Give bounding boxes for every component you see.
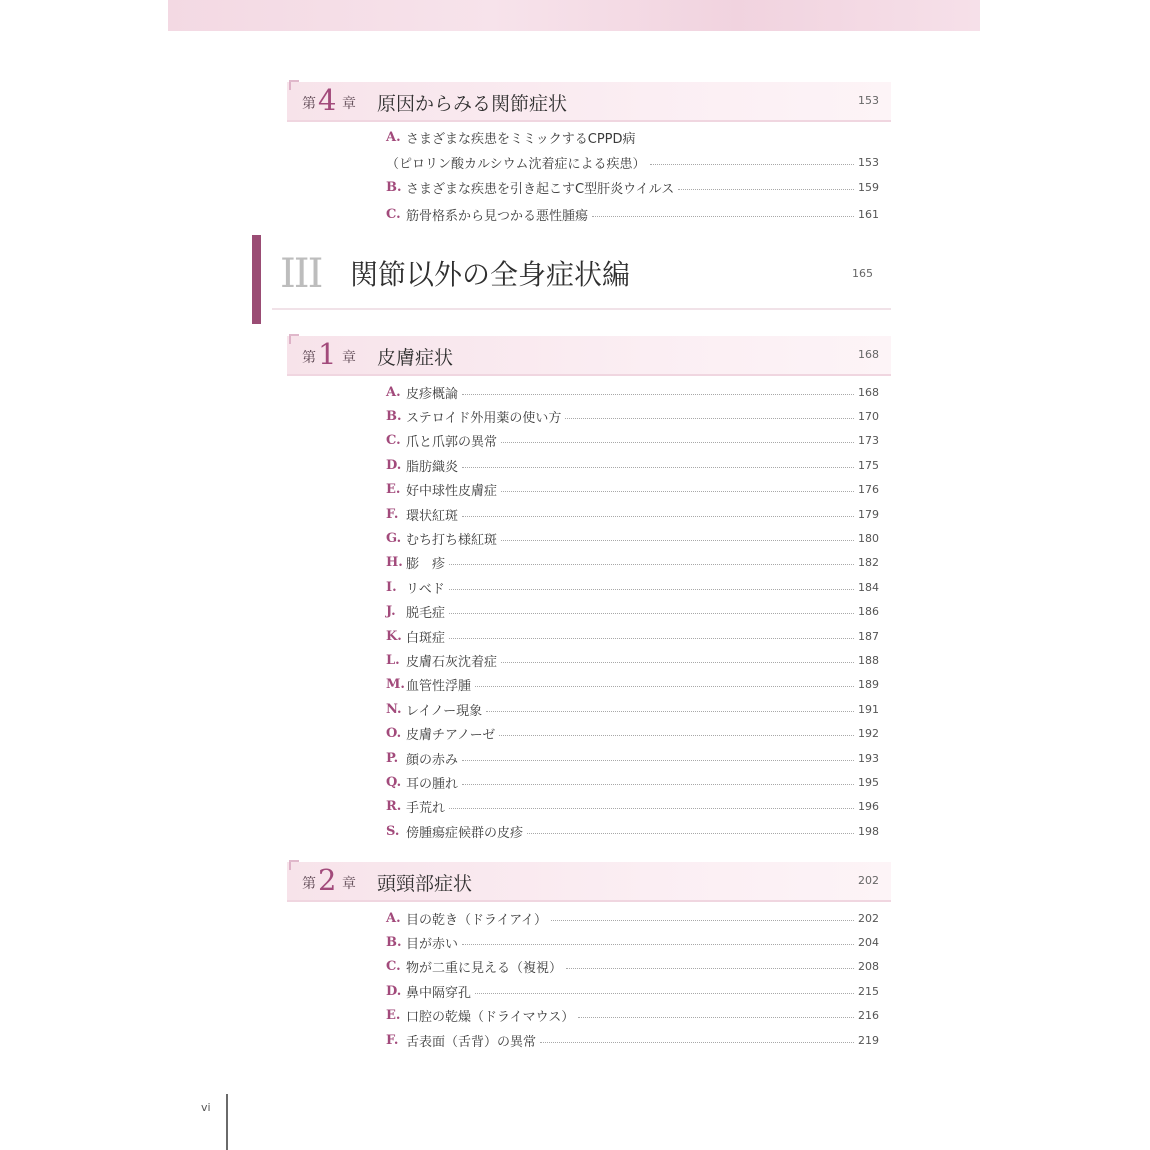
leader-dots xyxy=(462,467,854,468)
entry-title: 白斑症 xyxy=(406,630,446,646)
entry-title: さまざまな疾患を引き起こすC型肝炎ウイルス xyxy=(406,181,675,197)
entry-page: 188 xyxy=(858,653,879,667)
chapter-prefix: 第 xyxy=(302,876,316,892)
entry-page: 192 xyxy=(858,727,879,741)
entry-letter: E. xyxy=(386,1008,401,1024)
corner-mark-icon xyxy=(289,334,299,344)
entry-letter: E. xyxy=(386,482,401,498)
entry-page: 195 xyxy=(858,775,879,789)
entry-letter: P. xyxy=(386,750,399,766)
toc-entry[interactable] xyxy=(386,479,879,501)
entry-page: 215 xyxy=(858,984,879,998)
entry-title: 口腔の乾燥（ドライマウス） xyxy=(406,1010,575,1026)
chapter-suffix: 章 xyxy=(342,350,356,366)
entry-page: 208 xyxy=(858,960,879,974)
entry-letter: A. xyxy=(386,910,401,926)
entry-title: 物が二重に見える（複視） xyxy=(406,961,563,977)
chapter-title: 原因からみる関節症状 xyxy=(377,93,568,115)
toc-entry[interactable] xyxy=(386,980,879,1002)
entry-page: 186 xyxy=(858,605,879,619)
corner-mark-icon xyxy=(289,860,299,870)
chapter-title: 皮膚症状 xyxy=(377,347,454,369)
entry-title: 筋骨格系から見つかる悪性腫瘍 xyxy=(406,208,589,224)
toc-entry[interactable] xyxy=(386,747,879,769)
entry-page: 184 xyxy=(858,580,879,594)
entry-letter: I. xyxy=(386,579,397,595)
entry-title: 顔の赤み xyxy=(406,752,459,768)
chapter-suffix: 章 xyxy=(342,96,356,112)
leader-dots xyxy=(462,784,854,785)
entry-letter: B. xyxy=(386,179,402,195)
leader-dots xyxy=(501,540,854,541)
entry-page: 182 xyxy=(858,556,879,570)
entry-letter: D. xyxy=(386,457,402,473)
entry-title: 目の乾き（ドライアイ） xyxy=(406,912,548,928)
toc-entry[interactable] xyxy=(386,576,879,598)
entry-letter: C. xyxy=(386,433,401,449)
leader-dots xyxy=(566,968,854,969)
entry-page: 189 xyxy=(858,678,879,692)
entry-title: 皮膚石灰沈着症 xyxy=(406,654,498,670)
leader-dots xyxy=(449,638,854,639)
entry-letter: F. xyxy=(386,506,399,522)
entry-page: 159 xyxy=(858,180,879,194)
leader-dots xyxy=(499,735,854,736)
toc-entry[interactable] xyxy=(386,203,879,225)
entry-title: むち打ち様紅斑 xyxy=(406,532,498,548)
entry-page: 204 xyxy=(858,935,879,949)
toc-entry[interactable] xyxy=(386,601,879,623)
entry-letter: L. xyxy=(386,652,400,668)
entry-title: 脱毛症 xyxy=(406,606,446,622)
chapter-page: 202 xyxy=(858,874,879,887)
chapter-page: 168 xyxy=(858,348,879,361)
entry-letter: K. xyxy=(386,628,402,644)
toc-entry[interactable] xyxy=(386,381,879,403)
leader-dots xyxy=(501,662,854,663)
entry-letter: N. xyxy=(386,701,402,717)
entry-page: 191 xyxy=(858,702,879,716)
entry-letter: S. xyxy=(386,823,400,839)
leader-dots xyxy=(527,833,854,834)
toc-entry[interactable] xyxy=(386,527,879,549)
toc-entry[interactable] xyxy=(386,503,879,525)
entry-title: 血管性浮腫 xyxy=(406,679,472,695)
entry-letter: J. xyxy=(386,604,396,620)
entry-title: ステロイド外用薬の使い方 xyxy=(406,410,562,426)
entry-page: 219 xyxy=(858,1033,879,1047)
part-number: III xyxy=(280,251,322,297)
chapter-suffix: 章 xyxy=(342,876,356,892)
leader-dots xyxy=(501,491,854,492)
part-accent-bar xyxy=(252,235,261,324)
part-divider xyxy=(272,308,891,310)
entry-letter: Q. xyxy=(386,774,402,790)
entry-title: 皮膚チアノーゼ xyxy=(406,728,496,744)
entry-page: 193 xyxy=(858,751,879,765)
entry-letter: A. xyxy=(386,384,401,400)
chapter-4-header[interactable] xyxy=(287,82,891,122)
entry-page: 196 xyxy=(858,800,879,814)
entry-letter: B. xyxy=(386,408,402,424)
entry-page: 216 xyxy=(858,1009,879,1023)
entry-page: 175 xyxy=(858,458,879,472)
leader-dots xyxy=(565,418,854,419)
chapter-number: 4 xyxy=(318,83,337,117)
toc-entry[interactable] xyxy=(386,820,879,842)
entry-letter: D. xyxy=(386,983,402,999)
toc-entry[interactable] xyxy=(386,723,879,745)
chapter-1-header[interactable] xyxy=(287,336,891,376)
entry-title: 目が赤い xyxy=(406,936,459,952)
entry-page: 179 xyxy=(858,507,879,521)
entry-title: 傍腫瘍症候群の皮疹 xyxy=(406,825,524,841)
entry-letter: R. xyxy=(386,799,402,815)
entry-letter: M. xyxy=(386,677,405,693)
entry-title: レイノー現象 xyxy=(406,703,483,719)
part-title[interactable]: 関節以外の全身症状編 xyxy=(350,258,631,291)
toc-entry[interactable] xyxy=(386,126,879,148)
entry-title: さまざまな疾患をミミックするCPPD病 xyxy=(406,131,636,147)
chapter-2-header[interactable] xyxy=(287,862,891,902)
toc-entry-continuation[interactable] xyxy=(386,151,879,173)
entry-title: 環状紅斑 xyxy=(406,508,459,524)
entry-page: 153 xyxy=(858,155,879,169)
entry-letter: C. xyxy=(386,206,401,222)
entry-page: 198 xyxy=(858,824,879,838)
toc-entry[interactable] xyxy=(386,430,879,452)
toc-entry[interactable] xyxy=(386,674,879,696)
top-decorative-band xyxy=(168,0,980,31)
chapter-prefix: 第 xyxy=(302,96,316,112)
leader-dots xyxy=(449,613,854,614)
leader-dots xyxy=(475,993,854,994)
entry-letter: A. xyxy=(386,129,401,145)
footer-rule xyxy=(226,1094,228,1150)
page-number: vi xyxy=(201,1101,211,1114)
toc-entry[interactable] xyxy=(386,796,879,818)
entry-page: 202 xyxy=(858,911,879,925)
entry-title: 耳の腫れ xyxy=(406,776,459,792)
chapter-page: 153 xyxy=(858,94,879,107)
leader-dots xyxy=(462,760,854,761)
leader-dots xyxy=(449,589,854,590)
entry-title: 脂肪織炎 xyxy=(406,459,459,475)
entry-letter: C. xyxy=(386,959,401,975)
entry-page: 161 xyxy=(858,207,879,221)
leader-dots xyxy=(475,686,854,687)
entry-letter: O. xyxy=(386,726,402,742)
entry-letter: G. xyxy=(386,530,402,546)
toc-entry[interactable] xyxy=(386,698,879,720)
toc-entry[interactable] xyxy=(386,956,879,978)
entry-title: リベド xyxy=(406,581,445,597)
leader-dots xyxy=(592,216,854,217)
entry-page: 187 xyxy=(858,629,879,643)
entry-title: 膨 疹 xyxy=(406,557,446,573)
toc-entry[interactable] xyxy=(386,931,879,953)
leader-dots xyxy=(449,808,854,809)
leader-dots xyxy=(650,164,854,165)
entry-letter: F. xyxy=(386,1032,399,1048)
entry-letter: B. xyxy=(386,934,402,950)
toc-entry[interactable] xyxy=(386,625,879,647)
toc-entry[interactable] xyxy=(386,1029,879,1051)
leader-dots xyxy=(678,189,854,190)
leader-dots xyxy=(449,564,854,565)
entry-page: 176 xyxy=(858,483,879,497)
toc-entry[interactable] xyxy=(386,552,879,574)
entry-letter: H. xyxy=(386,555,403,571)
chapter-prefix: 第 xyxy=(302,350,316,366)
leader-dots xyxy=(551,920,854,921)
leader-dots xyxy=(462,516,854,517)
entry-title: （ピロリン酸カルシウム沈着症による疾患） xyxy=(386,156,646,172)
leader-dots xyxy=(486,711,854,712)
corner-mark-icon xyxy=(289,80,299,90)
leader-dots xyxy=(578,1017,854,1018)
toc-entry[interactable] xyxy=(386,405,879,427)
toc-entry[interactable] xyxy=(386,176,879,198)
toc-entry[interactable] xyxy=(386,907,879,929)
leader-dots xyxy=(501,442,854,443)
entry-title: 爪と爪郭の異常 xyxy=(406,435,498,451)
entry-page: 180 xyxy=(858,531,879,545)
toc-entry[interactable] xyxy=(386,1005,879,1027)
toc-entry[interactable] xyxy=(386,771,879,793)
entry-title: 好中球性皮膚症 xyxy=(406,484,498,500)
part-page: 165 xyxy=(852,267,873,280)
chapter-number: 2 xyxy=(318,863,337,897)
chapter-title: 頭頸部症状 xyxy=(377,873,473,895)
entry-title: 鼻中隔穿孔 xyxy=(406,985,472,1001)
entry-title: 皮疹概論 xyxy=(406,386,459,402)
leader-dots xyxy=(462,394,854,395)
leader-dots xyxy=(540,1042,854,1043)
entry-page: 173 xyxy=(858,434,879,448)
toc-entry[interactable] xyxy=(386,454,879,476)
entry-title: 手荒れ xyxy=(406,801,446,817)
leader-dots xyxy=(462,944,854,945)
entry-page: 168 xyxy=(858,385,879,399)
entry-title: 舌表面（舌背）の異常 xyxy=(406,1034,537,1050)
chapter-number: 1 xyxy=(318,337,337,371)
toc-entry[interactable] xyxy=(386,649,879,671)
entry-page: 170 xyxy=(858,409,879,423)
